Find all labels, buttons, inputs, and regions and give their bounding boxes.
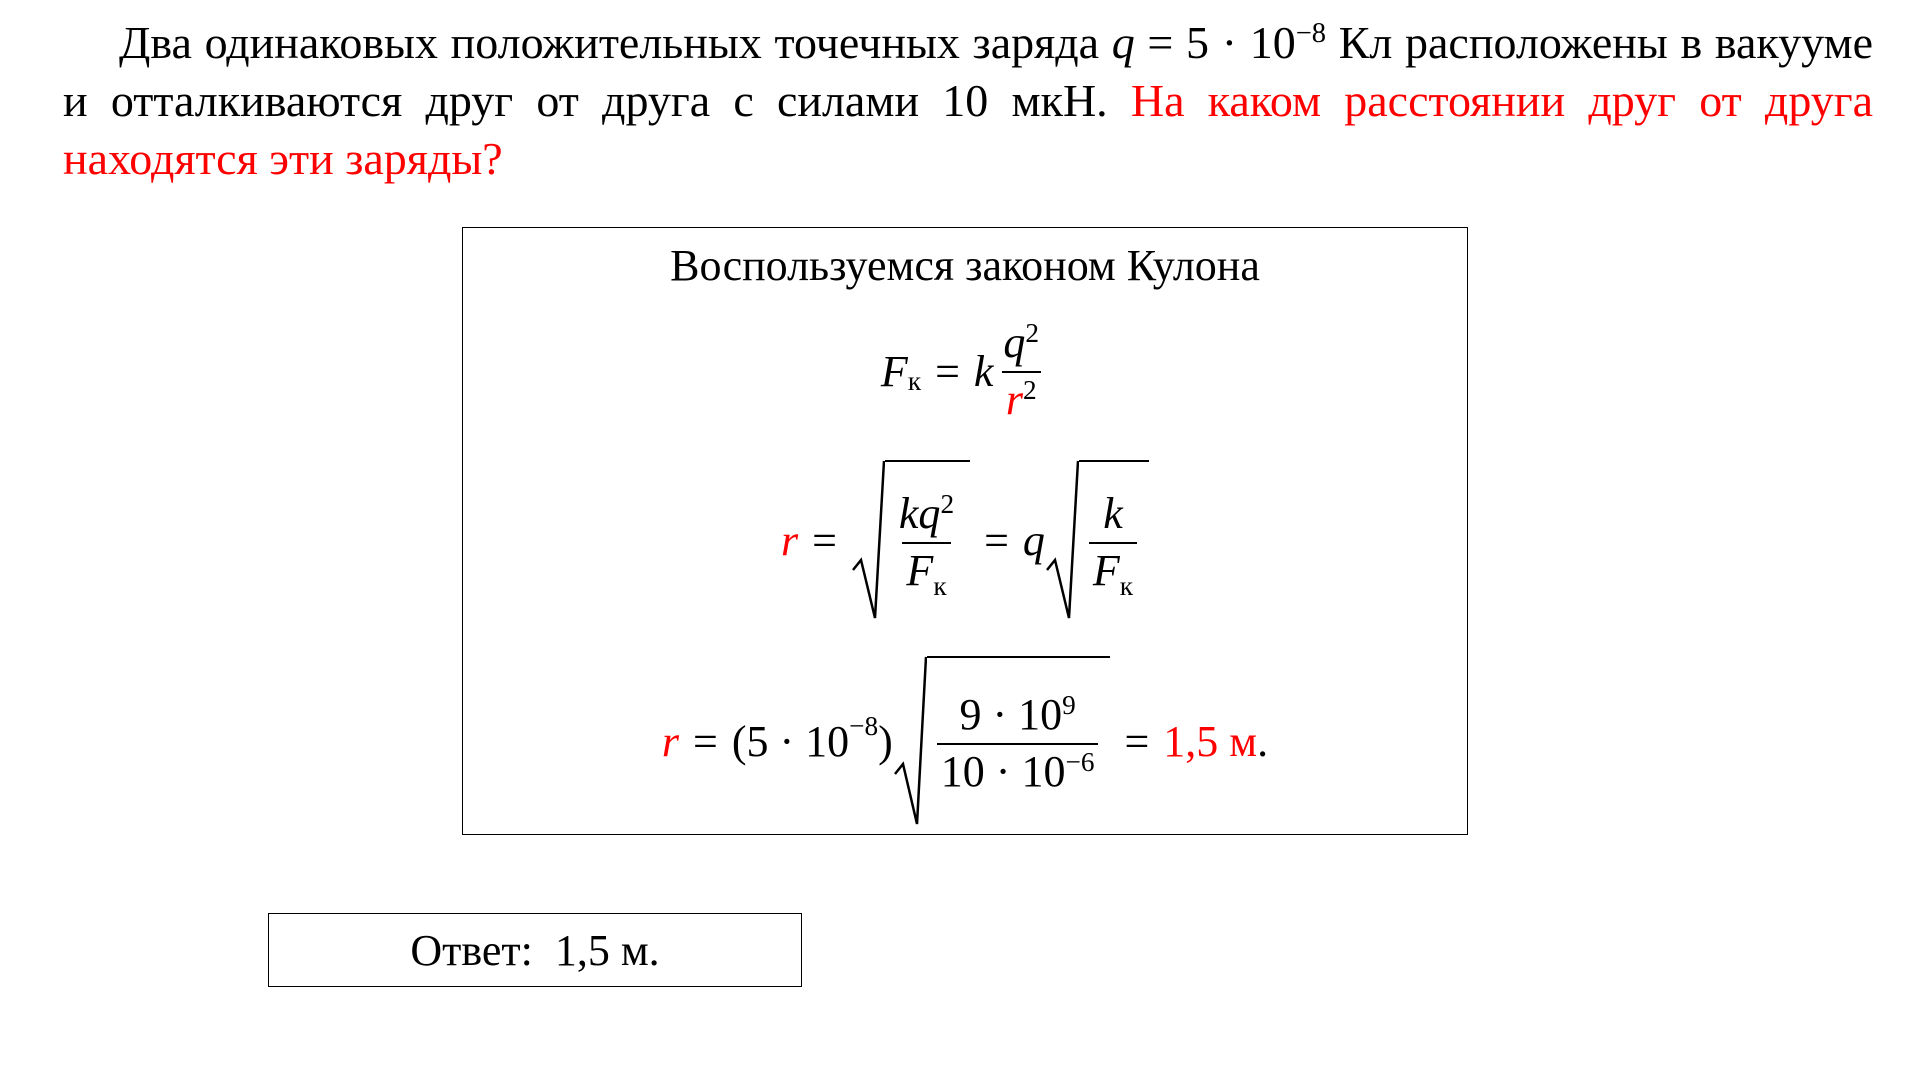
equals-sign-2: = bbox=[1124, 716, 1150, 766]
distance-symbol: r bbox=[661, 716, 679, 766]
problem-text-3: мкН. bbox=[988, 75, 1131, 126]
square-root bbox=[851, 460, 970, 620]
fraction bbox=[937, 690, 1099, 797]
force-symbol: F bbox=[880, 347, 908, 397]
denominator-exponent: 2 bbox=[1022, 374, 1037, 405]
fraction bbox=[999, 318, 1043, 425]
charge-variable: q bbox=[1111, 17, 1135, 68]
q-symbol: q bbox=[1022, 515, 1045, 565]
radical-sign-icon bbox=[893, 656, 927, 826]
answer-label: Ответ: bbox=[410, 925, 533, 975]
denominator-force: F bbox=[1092, 546, 1120, 595]
distance-formula-equation bbox=[463, 460, 1467, 620]
problem-text-2: Кл расположены в вакууме и отталкиваются друг от друга с силами bbox=[63, 17, 1873, 126]
denominator-force: F bbox=[906, 546, 934, 595]
solution-box bbox=[462, 227, 1468, 835]
numerator-k: k bbox=[1103, 489, 1123, 539]
equals-sign: = bbox=[812, 515, 837, 565]
problem-question: На каком расстоянии друг от друга находятся эти заряды? bbox=[63, 75, 1873, 184]
square-root-3 bbox=[893, 656, 1111, 826]
numerator-q: q bbox=[1003, 318, 1026, 367]
numeric-substitution-equation: r = (5 · 10 $^{-8}$ ) $\frac{9 \cdot 10^9}{10 \cdot 10^{-6}}$ = 1,5 м . bbox=[463, 656, 1467, 826]
denominator-r: r bbox=[1005, 374, 1023, 424]
fraction bbox=[895, 489, 958, 601]
solution-heading: Воспользуемся законом Кулона bbox=[670, 241, 1260, 290]
coulomb-law-equation: F $_к$ = k $\frac{q^2}{r^2}$ bbox=[463, 318, 1467, 425]
force-value: 10 bbox=[942, 75, 989, 126]
equals-sign: = bbox=[935, 347, 960, 397]
charge-factor: (5 · 10 bbox=[731, 716, 850, 766]
charge-value: = 5 · 10 bbox=[1134, 17, 1296, 68]
radical-sign-icon bbox=[851, 460, 885, 620]
charge-exponent: −8 bbox=[1295, 18, 1327, 50]
radical-sign-icon bbox=[1045, 460, 1079, 620]
closing-paren: ) bbox=[878, 716, 893, 766]
distance-symbol: r bbox=[780, 515, 799, 565]
equals-sign-2: = bbox=[984, 515, 1009, 565]
result-period: . bbox=[1257, 716, 1269, 766]
problem-text-1: Два одинаковых положительных точечных заряда bbox=[119, 17, 1112, 68]
denominator-exponent: −6 bbox=[1065, 747, 1095, 777]
fraction bbox=[1089, 489, 1137, 601]
numerator-kq: kq bbox=[898, 489, 941, 539]
denominator-subscript: к bbox=[933, 570, 947, 601]
numerator-exponent: 2 bbox=[940, 489, 955, 520]
result-value: 1,5 м bbox=[1163, 716, 1258, 766]
answer-box bbox=[268, 913, 802, 987]
numerator-exponent: 9 bbox=[1062, 690, 1076, 721]
denominator-value: 10 · 10 bbox=[940, 747, 1066, 796]
numerator-exponent: 2 bbox=[1025, 318, 1040, 348]
answer-value: 1,5 м. bbox=[554, 925, 660, 975]
denominator-subscript: к bbox=[1119, 570, 1134, 601]
k-symbol: k bbox=[973, 347, 994, 397]
equals-sign: = bbox=[692, 716, 718, 766]
numerator-value: 9 · 10 bbox=[959, 690, 1063, 740]
square-root-2 bbox=[1045, 460, 1149, 620]
problem-statement bbox=[63, 14, 1873, 188]
